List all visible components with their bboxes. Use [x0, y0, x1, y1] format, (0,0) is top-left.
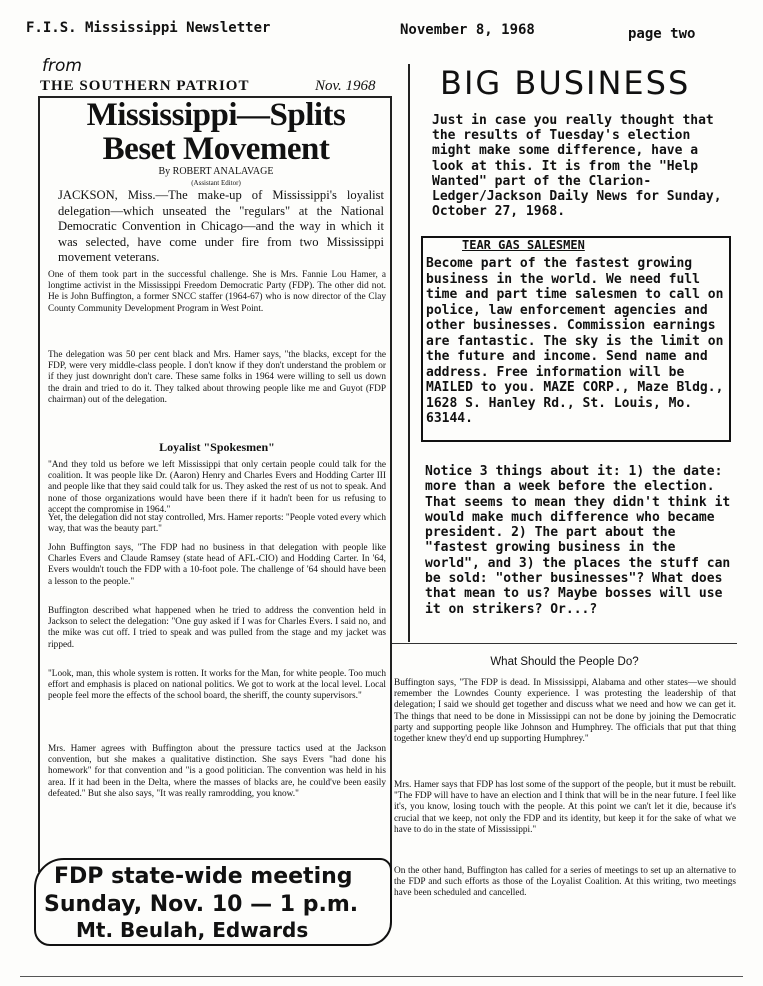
source-publication: THE SOUTHERN PATRIOT: [40, 78, 250, 94]
people-article-heading: What Should the People Do?: [490, 656, 639, 668]
big-business-intro: Just in case you really thought that the results of Tuesday's election might make some difference, have a look at this. It is from the "Help Wanted" part of the Clarion-Ledger/Jackson Daily News for Sunday, October 27, 1968.: [432, 113, 722, 220]
meeting-time: Sunday, Nov. 10 — 1 p.m.: [44, 892, 359, 917]
article-paragraph: Buffington described what happened when he tried to address the convention held in Jackson to select the delegation: "One guy asked if I was for Charles Evers. I said no, and the mike was cut off. I tried to speak and was pulled from the stage and my jacket was ripped.: [48, 606, 386, 650]
article-lead: JACKSON, Miss.—The make-up of Mississippi's loyalist delegation—which unseated the "regulars" at the National Democratic Convention in Chicago—and the way in which it was selected, have come under fire from two Mississippi movement veterans.: [58, 188, 384, 265]
article-paragraph: John Buffington says, "The FDP had no business in that delegation with people like Charles Evers and Claude Ramsey (state head of AFL-CIO) and Hodding Carter. In '64, Evers wouldn't touch the FDP with a 10-foot pole. The challenge of '64 should have been a lesson to the people.": [48, 543, 386, 587]
headline-line-1: Mississippi—Splits: [86, 97, 346, 133]
meeting-note-box: [34, 858, 392, 946]
classified-ad-title: TEAR GAS SALESMEN: [462, 238, 585, 252]
newsletter-title: F.I.S. Mississippi Newsletter: [26, 20, 271, 36]
newsletter-date: November 8, 1968: [400, 22, 535, 38]
section-divider: [392, 643, 737, 644]
column-divider: [408, 64, 410, 642]
big-business-title: BIG BUSINESS: [440, 64, 691, 102]
article-paragraph: Yet, the delegation did not stay controlled, Mrs. Hamer reports: "People voted every which way, that was the beauty part.": [48, 513, 386, 535]
byline-role: (Assistant Editor): [191, 179, 241, 187]
article-paragraph: The delegation was 50 per cent black and Mrs. Hamer says, "the blacks, except for the FDP, were very middle-class people. I don't know if they don't understand the problem or if they just downright don't care. These same folks in 1964 were willing to sell us down the drain and tried to do it. They talked about throwing people like me and Guyot (FDP chairman) out of the delegation.: [48, 350, 386, 405]
article-paragraph: "Look, man, this whole system is rotten. It works for the Man, for white people. Too much effort and emphasis is placed on national politics. We got to work at the local level. Local people feel more the effects of the school board, the sheriff, the county supervisors.": [48, 669, 386, 702]
article-headline: [44, 98, 388, 166]
article-paragraph: Mrs. Hamer says that FDP has lost some of the support of the people, but it must be rebuilt. "The FDP will have to have an election and I think that will be in the near future. I feel like it's, you know, losing touch with the people. At this point we can't let it die, because it's crucial that we keep, not only the FDP and its identity, but keep it for the sake of what we have to do in the state of Mississippi.": [394, 780, 736, 835]
article-paragraph: "And they told us before we left Mississippi that only certain people could talk for the coalition. It was people like Dr. (Aaron) Henry and Charles Evers and Hodding Carter III and people like that they said could talk for us. They asked the rest of us not to speak. And none of those organizations would have been there if it hadn't been for us refusing to accept the compromise in 1964.": [48, 460, 386, 515]
from-label: from: [42, 56, 82, 76]
meeting-title: FDP state-wide meeting: [54, 864, 353, 889]
classified-ad-text: Become part of the fastest growing business in the world. We need full time and part time salesmen to call on police, law enforcement agencies and other businesses. Commission earnings are fantastic. The sky is the limit on the future and income. Send name and address. Free information will be MAILED to you. MAZE CORP., Maze Bldg., 1628 S. Hanley Rd., St. Louis, Mo. 63144.: [426, 256, 724, 426]
source-date: Nov. 1968: [315, 78, 376, 94]
article-paragraph: On the other hand, Buffington has called for a series of meetings to set up an alternative to the FDP and such efforts as those of the Loyalist Coalition. At this writing, two meetings have been scheduled and cancelled.: [394, 866, 736, 899]
headline-line-2: Beset Movement: [102, 131, 330, 167]
byline: By ROBERT ANALAVAGE: [158, 166, 274, 177]
article-paragraph: Mrs. Hamer agrees with Buffington about the pressure tactics used at the Jackson convention, but she makes a qualitative distinction. She says Evers "had done his homework" for that convention and "is a good politician. The convention was held in his area. If it had been in the Delta, where the masses of blacks are, he could've been easily defeated." But she also says, "It was really ramrodding, you know.": [48, 744, 386, 799]
article-paragraph: Buffington says, "The FDP is dead. In Mississippi, Alabama and other states—we should remember the Lowndes County experience. I was protesting the leadership of that delegation; I said we should get together and discuss what we need and how we can get it. The things that need to be done in Mississippi can not be done by joining the Democratic party and supporting people like Johnson and Humphrey. The officials that put that thing together knew they'd end up supporting Humphrey.": [394, 678, 736, 745]
meeting-location: Mt. Beulah, Edwards: [76, 918, 309, 942]
page-bottom-rule: [20, 976, 743, 977]
notice-commentary: Notice 3 things about it: 1) the date: more than a week before the election. That seems to mean they didn't think it would make much difference who became president. 2) The part about the "fastest growing business in the world", and 3) the places the stuff can be sold: "other businesses"? What does that mean to us? Maybe bosses will use it on strikers? Or...?: [425, 464, 731, 617]
article-subhead: Loyalist "Spokesmen": [159, 440, 275, 454]
page-number: page two: [628, 26, 696, 42]
article-paragraph: One of them took part in the successful challenge. She is Mrs. Fannie Lou Hamer, a longtime activist in the Mississippi Freedom Democratic Party (FDP). The other did not. He is John Buffington, a former SNCC staffer (1964-67) who is now director of the Clay County Community Development Program in West Point.: [48, 270, 386, 314]
